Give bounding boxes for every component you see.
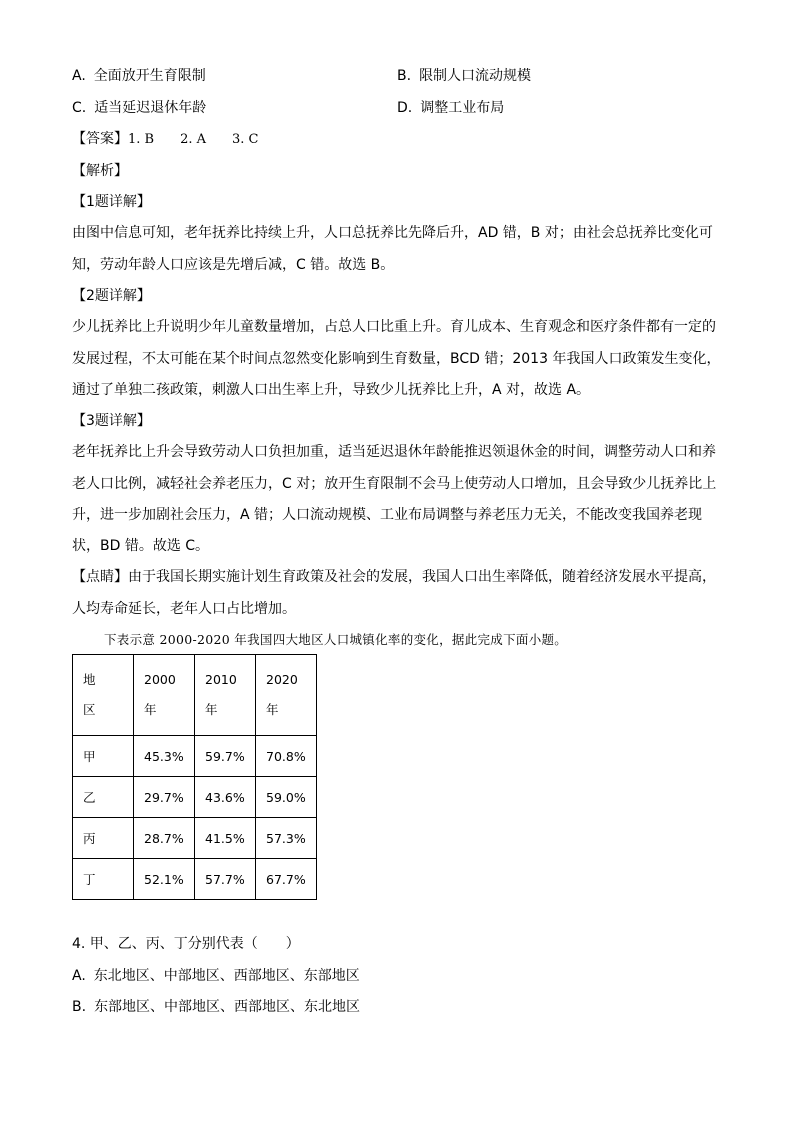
option-text: 限制人口流动规模	[419, 68, 532, 84]
q2-line-3: 通过了单独二孩政策，刺激人口出生率上升，导致少儿抚养比上升，A 对，故选 A。	[72, 382, 591, 398]
urbanization-table	[72, 654, 317, 900]
value-cell: 28.7%	[134, 818, 195, 859]
table-row	[73, 859, 317, 900]
region-cell: 乙	[73, 777, 134, 818]
header-cell	[73, 655, 134, 736]
header-top: 地	[83, 672, 96, 687]
value-cell: 57.3%	[256, 818, 317, 859]
table-caption: 下表示意 2000-2020 年我国四大地区人口城镇化率的变化，据此完成下面小题。	[104, 632, 568, 647]
region-cell: 丁	[73, 859, 134, 900]
answer-text: 1. B 2. A 3. C	[128, 132, 259, 147]
analysis-label: 【解析】	[72, 163, 128, 179]
value-cell: 41.5%	[195, 818, 256, 859]
option-text: 调整工业布局	[420, 100, 505, 116]
q2-line-1: 少儿抚养比上升说明少年儿童数量增加，占总人口比重上升。育儿成本、生育观念和医疗条件都有一定的	[72, 319, 716, 335]
region-cell: 甲	[73, 736, 134, 777]
q3-line-2: 老人口比例，减轻社会养老压力，C 对；放开生育限制不会马上使劳动人口增加，且会导致少儿抚养比上	[72, 476, 717, 492]
header-bottom: 年	[205, 702, 218, 717]
q4-option-a	[72, 967, 360, 985]
header-cell	[195, 655, 256, 736]
value-cell: 29.7%	[134, 777, 195, 818]
q1-line-1: 由图中信息可知，老年抚养比持续上升，人口总抚养比先降后升，AD 错，B 对；由社会总抚养比变化可	[72, 225, 713, 241]
value-cell: 52.1%	[134, 859, 195, 900]
header-top: 2020	[266, 672, 298, 687]
option-text: 东部地区、中部地区、西部地区、东北地区	[94, 999, 361, 1015]
table-row	[73, 818, 317, 859]
table-row	[73, 736, 317, 777]
option-letter: A.	[72, 968, 86, 984]
comment-line-2: 人均寿命延长，老年人口占比增加。	[72, 601, 296, 617]
table-header-row	[73, 655, 317, 736]
q2-line-2: 发展过程，不太可能在某个时间点忽然变化影响到生育数量，BCD 错；2013 年我国人口政策发生变化，	[72, 351, 721, 367]
value-cell: 59.0%	[256, 777, 317, 818]
q2-label: 【2题详解】	[72, 288, 151, 304]
value-cell: 67.7%	[256, 859, 317, 900]
value-cell: 45.3%	[134, 736, 195, 777]
option-letter: B.	[397, 68, 412, 84]
q4-stem: 4. 甲、乙、丙、丁分别代表（ ）	[72, 936, 300, 952]
header-cell	[256, 655, 317, 736]
header-top: 2010	[205, 672, 237, 687]
q3-line-1: 老年抚养比上升会导致劳动人口负担加重，适当延迟退休年龄能推迟领退休金的时间，调整劳动人口和养	[72, 444, 716, 460]
option-b	[397, 67, 531, 85]
answer-label: 【答案】	[72, 131, 128, 147]
option-letter: A.	[72, 68, 86, 84]
value-cell: 57.7%	[195, 859, 256, 900]
value-cell: 70.8%	[256, 736, 317, 777]
option-text: 全面放开生育限制	[93, 68, 206, 84]
answer-line	[72, 130, 259, 149]
comment-label: 【点睛】	[72, 569, 128, 585]
header-bottom: 年	[144, 702, 157, 717]
comment-line-1	[72, 568, 716, 586]
header-bottom: 区	[83, 702, 96, 717]
option-d	[397, 99, 504, 117]
value-cell: 43.6%	[195, 777, 256, 818]
option-letter: C.	[72, 100, 87, 116]
q3-line-3: 升，进一步加剧社会压力，A 错；人口流动规模、工业布局调整与养老压力无关，不能改变我国养老现	[72, 507, 703, 523]
q3-line-4: 状，BD 错。故选 C。	[72, 538, 210, 554]
comment-text: 由于我国长期实施计划生育政策及社会的发展，我国人口出生率降低，随着经济发展水平提高，	[128, 569, 716, 585]
header-top: 2000	[144, 672, 176, 687]
header-bottom: 年	[266, 702, 279, 717]
region-cell: 丙	[73, 818, 134, 859]
q1-label: 【1题详解】	[72, 194, 151, 210]
q1-line-2: 知，劳动年龄人口应该是先增后减，C 错。故选 B。	[72, 257, 395, 273]
option-c	[72, 99, 206, 117]
option-text: 适当延迟退休年龄	[94, 100, 207, 116]
header-cell	[134, 655, 195, 736]
option-letter: D.	[397, 100, 413, 116]
value-cell: 59.7%	[195, 736, 256, 777]
option-a	[72, 67, 206, 85]
option-text: 东北地区、中部地区、西部地区、东部地区	[93, 968, 360, 984]
table-row	[73, 777, 317, 818]
option-letter: B.	[72, 999, 87, 1015]
q4-option-b	[72, 998, 360, 1016]
q3-label: 【3题详解】	[72, 413, 151, 429]
